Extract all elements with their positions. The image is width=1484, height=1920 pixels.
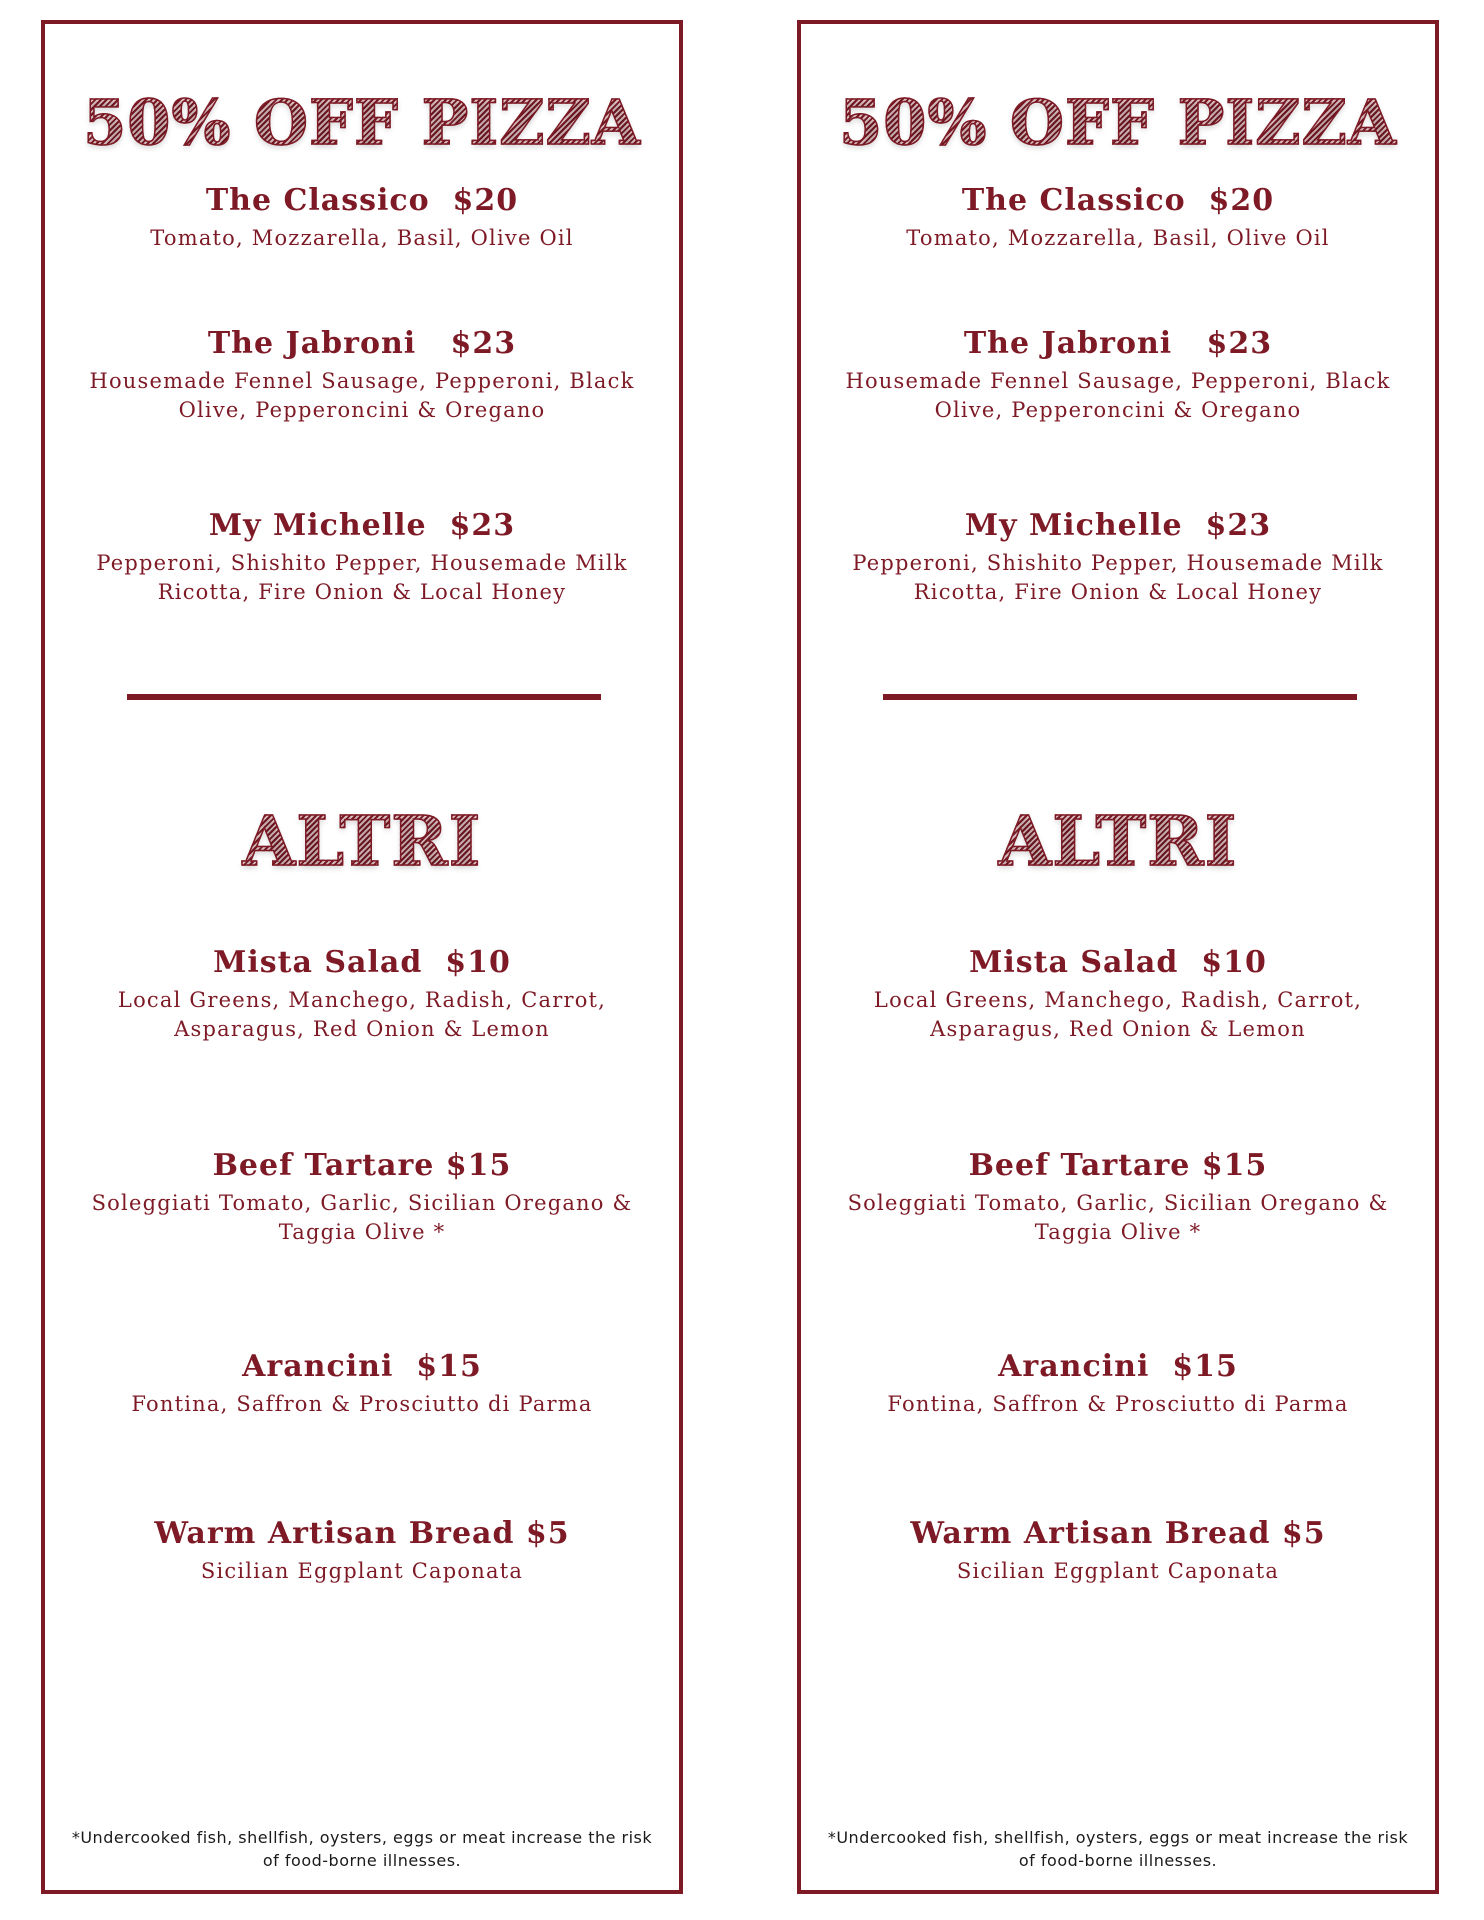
section-divider — [127, 694, 601, 700]
menu-item — [45, 1350, 679, 1419]
menu-item-description: Tomato, Mozzarella, Basil, Olive Oil — [150, 226, 574, 250]
menu-item — [45, 1517, 679, 1586]
menu-item — [801, 1350, 1435, 1419]
menu-item — [801, 1149, 1435, 1247]
menu-item — [801, 509, 1435, 607]
menu-item — [45, 946, 679, 1044]
menu-item — [801, 184, 1435, 253]
menu-item-name: Mista Salad $10 — [969, 945, 1267, 980]
menu-item-description: Pepperoni, Shishito Pepper, Housemade Milk Ricotta, Fire Onion & Local Honey — [852, 551, 1384, 604]
pizza-section-title: 50% OFF PIZZA — [801, 92, 1435, 154]
menu-item-name: The Jabroni $23 — [963, 326, 1273, 361]
menu-item-name: Beef Tartare $15 — [968, 1148, 1268, 1183]
food-safety-footnote: *Undercooked fish, shellfish, oysters, eggs or meat increase the risk of food-borne illnesses. — [827, 1828, 1409, 1870]
menu-panel-right — [797, 20, 1439, 1894]
menu-item-name: Warm Artisan Bread $5 — [154, 1516, 570, 1551]
menu-item-description: Sicilian Eggplant Caponata — [956, 1559, 1280, 1583]
altri-section-title: ALTRI — [801, 808, 1435, 876]
section-divider — [883, 694, 1357, 700]
menu-item-description: Local Greens, Manchego, Radish, Carrot, Asparagus, Red Onion & Lemon — [873, 988, 1363, 1041]
menu-item-name: Mista Salad $10 — [213, 945, 511, 980]
menu-item-name: My Michelle $23 — [964, 508, 1272, 543]
menu-item — [801, 1517, 1435, 1586]
menu-item — [45, 1149, 679, 1247]
food-safety-footnote: *Undercooked fish, shellfish, oysters, eggs or meat increase the risk of food-borne illnesses. — [71, 1828, 653, 1870]
menu-item — [801, 946, 1435, 1044]
menu-item-description: Sicilian Eggplant Caponata — [200, 1559, 524, 1583]
menu-item-description: Soleggiati Tomato, Garlic, Sicilian Oregano & Taggia Olive * — [91, 1191, 633, 1244]
menu-panel-left — [41, 20, 683, 1894]
menu-item — [45, 184, 679, 253]
altri-section-title: ALTRI — [45, 808, 679, 876]
menu-item — [45, 509, 679, 607]
menu-item-description: Pepperoni, Shishito Pepper, Housemade Milk Ricotta, Fire Onion & Local Honey — [96, 551, 628, 604]
pizza-section-title: 50% OFF PIZZA — [45, 92, 679, 154]
menu-item-description: Local Greens, Manchego, Radish, Carrot, Asparagus, Red Onion & Lemon — [117, 988, 607, 1041]
menu-item-name: Arancini $15 — [242, 1349, 482, 1384]
menu-item — [801, 327, 1435, 425]
menu-item-description: Fontina, Saffron & Prosciutto di Parma — [131, 1392, 593, 1416]
menu-item-name: Warm Artisan Bread $5 — [910, 1516, 1326, 1551]
menu-item-name: The Classico $20 — [961, 183, 1275, 218]
menu-item-name: Arancini $15 — [998, 1349, 1238, 1384]
menu-item-description: Housemade Fennel Sausage, Pepperoni, Black Olive, Pepperoncini & Oregano — [845, 369, 1391, 422]
menu-item-name: The Classico $20 — [205, 183, 519, 218]
menu-item-name: The Jabroni $23 — [207, 326, 517, 361]
menu-item — [45, 327, 679, 425]
menu-item-description: Housemade Fennel Sausage, Pepperoni, Black Olive, Pepperoncini & Oregano — [89, 369, 635, 422]
menu-item-description: Fontina, Saffron & Prosciutto di Parma — [887, 1392, 1349, 1416]
menu-item-description: Soleggiati Tomato, Garlic, Sicilian Oregano & Taggia Olive * — [847, 1191, 1389, 1244]
menu-item-name: Beef Tartare $15 — [212, 1148, 512, 1183]
menu-item-description: Tomato, Mozzarella, Basil, Olive Oil — [906, 226, 1330, 250]
menu-item-name: My Michelle $23 — [208, 508, 516, 543]
